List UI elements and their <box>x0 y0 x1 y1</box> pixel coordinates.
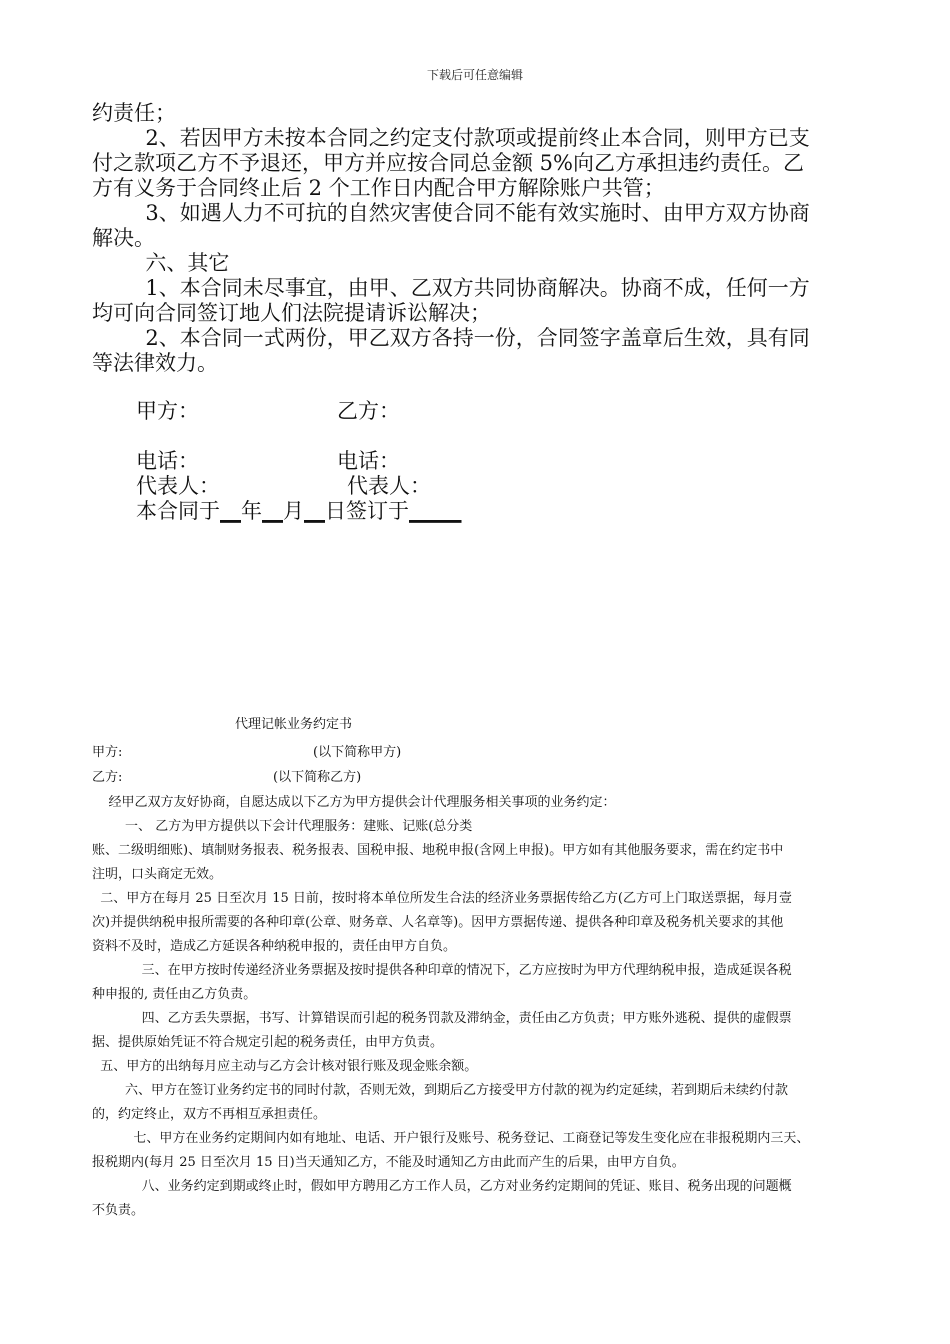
text-line: 付之款项乙方不予退还，甲方并应按合同总金额 5%向乙方承担违约责任。乙 <box>92 151 804 175</box>
text-line: 的，约定终止，双方不再相互承担责任。 <box>92 1107 327 1122</box>
text-line: 种申报的, 责任由乙方负责。 <box>92 987 257 1002</box>
text-line: 2、若因甲方未按本合同之约定支付款项或提前终止本合同，则甲方已支 <box>92 126 810 150</box>
place-blank: _____ <box>409 499 462 523</box>
text-line: 三、在甲方按时传递经济业务票据及按时提供各种印章的情况下，乙方应按时为甲方代理纳税申报，造成延误各税 <box>92 963 792 978</box>
party-a-label: 甲方： <box>136 399 199 423</box>
text-line: 1、本合同未尽事宜，由甲、乙双方共同协商解决。协商不成，任何一方 <box>92 276 810 300</box>
text-line: 方有义务于合同终止后 2 个工作日内配合甲方解除账户共管； <box>92 176 665 200</box>
date-prefix: 本合同于 <box>136 499 220 523</box>
signing-date-line <box>136 499 462 524</box>
text-line: 据、提供原始凭证不符合规定引起的税务责任，由甲方负责。 <box>92 1035 444 1050</box>
text-line: 解决。 <box>92 226 155 250</box>
text-line: 次)并提供纳税申报所需要的各种印章(公章、财务章、人名章等)。因甲方票据传递、提供各种印章及税务机关要求的其他 <box>92 915 784 930</box>
text-line: 一、 乙方为甲方提供以下会计代理服务：建账、记账(总分类 <box>92 819 473 834</box>
party-a-field-label: 甲方: <box>92 745 123 760</box>
year-label: 年 <box>241 499 262 523</box>
text-line: 不负责。 <box>92 1203 145 1218</box>
party-a-note: (以下简称甲方) <box>313 745 402 760</box>
year-blank: __ <box>220 499 241 523</box>
party-b-note: (以下简称乙方) <box>273 770 362 785</box>
text-line: 资料不及时，造成乙方延误各种纳税申报的，责任由甲方自负。 <box>92 939 457 954</box>
day-blank: __ <box>304 499 325 523</box>
text-line: 约责任； <box>92 101 176 125</box>
text-line: 报税期内(每月 25 日至次月 15 日)当天通知乙方，不能及时通知乙方由此而产生的后果，由甲方自负。 <box>92 1155 685 1170</box>
text-line: 四、乙方丢失票据，书写、计算错误而引起的税务罚款及滞纳金，责任由乙方负责；甲方账外逃税、提供的虚假票 <box>92 1011 792 1026</box>
contract-clauses <box>92 101 867 376</box>
agreement-title: 代理记帐业务约定书 <box>235 717 353 732</box>
text-line: 六、其它 <box>92 251 230 275</box>
agreement-body <box>92 791 862 1223</box>
representative-a-label: 代表人： <box>136 474 220 498</box>
phone-a-label: 电话： <box>136 449 199 473</box>
day-label: 日签订于 <box>325 499 409 523</box>
text-line: 八、业务约定到期或终止时，假如甲方聘用乙方工作人员，乙方对业务约定期间的凭证、账目、税务出现的问题概 <box>92 1179 792 1194</box>
text-line: 七、甲方在业务约定期间内如有地址、电话、开户银行及账号、税务登记、工商登记等发生变化应在非报税期内三天、 <box>92 1131 810 1146</box>
text-line: 注明，口头商定无效。 <box>92 867 223 882</box>
text-line: 3、如遇人力不可抗的自然灾害使合同不能有效实施时、由甲方双方协商 <box>92 201 810 225</box>
text-line: 均可向合同签订地人们法院提请诉讼解决； <box>92 301 491 325</box>
text-line: 经甲乙双方友好协商，自愿达成以下乙方为甲方提供会计代理服务相关事项的业务约定： <box>92 795 616 810</box>
phone-b-label: 电话： <box>337 449 400 473</box>
party-b-field-label: 乙方: <box>92 770 123 785</box>
text-line: 等法律效力。 <box>92 351 218 375</box>
text-line: 2、本合同一式两份，甲乙双方各持一份，合同签字盖章后生效，具有同 <box>92 326 810 350</box>
month-blank: __ <box>262 499 283 523</box>
party-b-label: 乙方： <box>337 399 400 423</box>
text-line: 账、二级明细账)、填制财务报表、税务报表、国税申报、地税申报(含网上申报)。甲方如有其他服务要求，需在约定书中 <box>92 843 784 858</box>
text-line: 五、甲方的出纳每月应主动与乙方会计核对银行账及现金账余额。 <box>92 1059 478 1074</box>
representative-b-label: 代表人： <box>347 474 431 498</box>
month-label: 月 <box>283 499 304 523</box>
page-header: 下载后可任意编辑 <box>426 68 523 82</box>
text-line: 六、甲方在签订业务约定书的同时付款，否则无效，到期后乙方接受甲方付款的视为约定延续，若到期后未续约付款 <box>92 1083 789 1098</box>
text-line: 二、甲方在每月 25 日至次月 15 日前，按时将本单位所发生合法的经济业务票据传给乙方(乙方可上门取送票据，每月壹 <box>92 891 792 906</box>
